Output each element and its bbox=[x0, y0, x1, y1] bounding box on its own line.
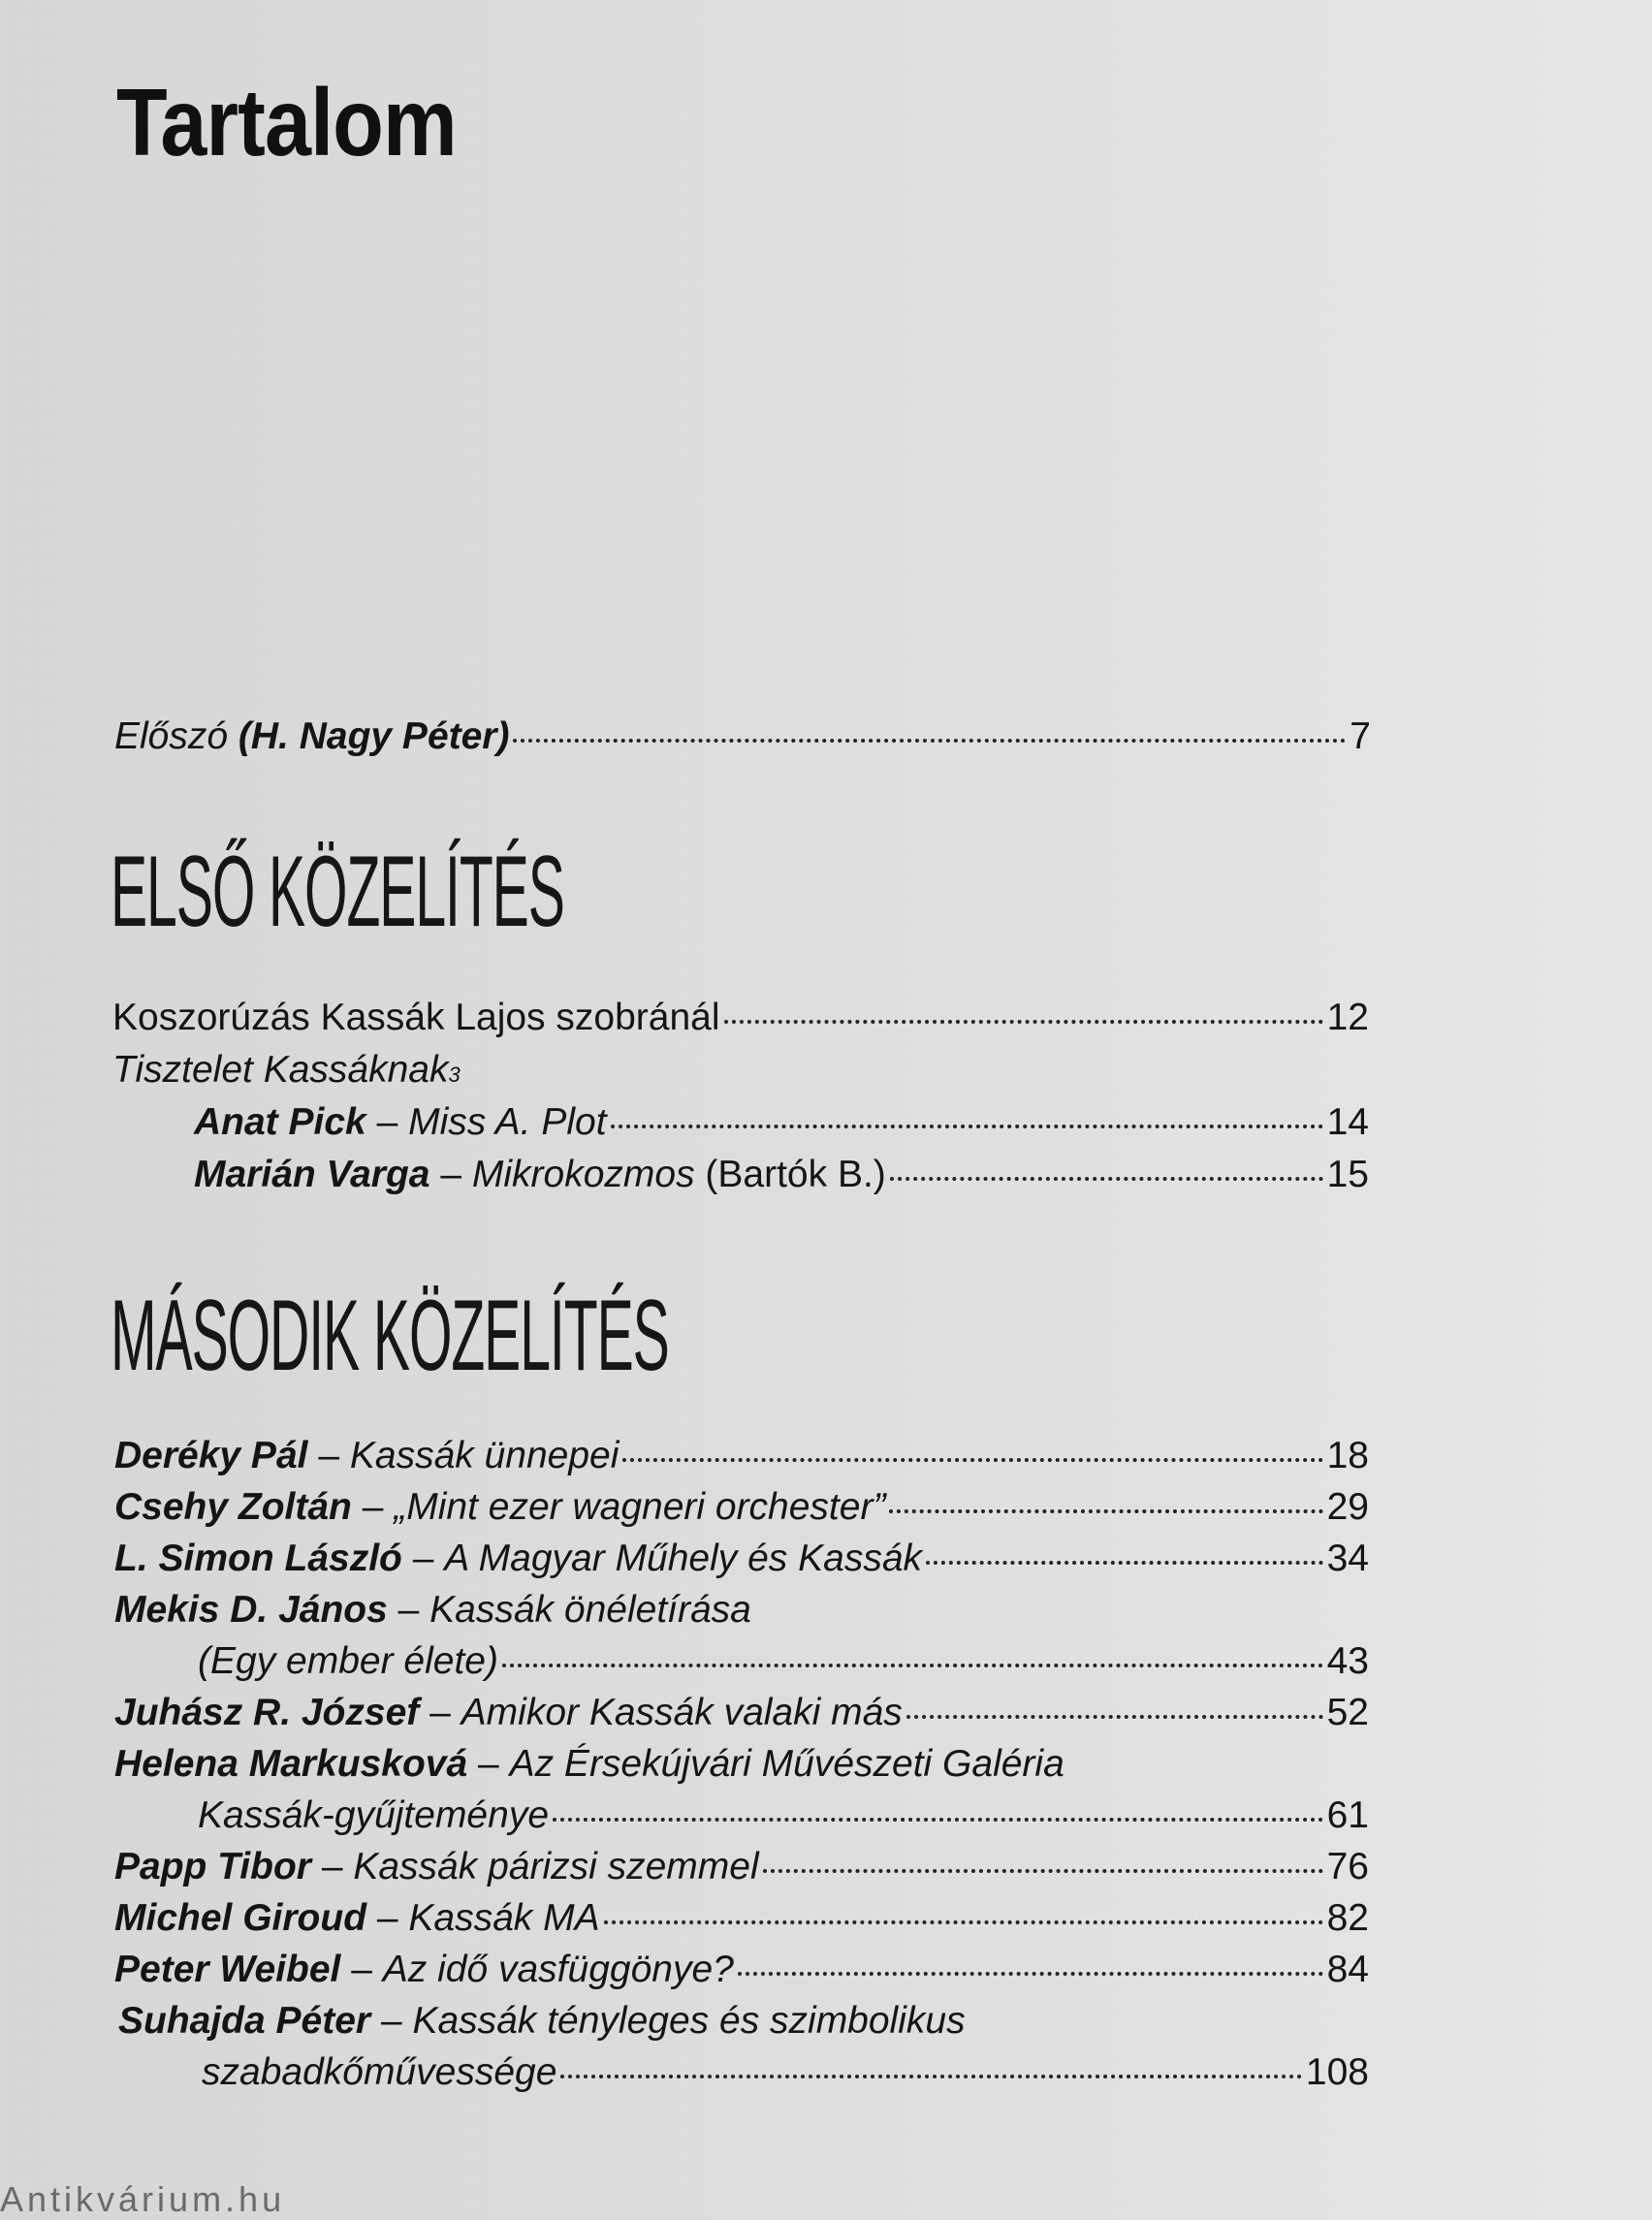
foreword-author: (H. Nagy Péter) bbox=[238, 715, 510, 757]
entry-title: Miss A. Plot bbox=[408, 1101, 607, 1143]
entry-title: Kassák önéletírása bbox=[429, 1589, 751, 1631]
entry-title-continued: szabadkőművessége bbox=[202, 2051, 557, 2093]
entry-note: (Bartók B.) bbox=[705, 1154, 886, 1195]
toc-entry: Deréky Pál – Kassák ünnepei 18 bbox=[114, 1431, 1369, 1481]
toc-entry: Michel Giroud – Kassák MA 82 bbox=[114, 1893, 1369, 1944]
entry-title: Az Érsekújvári Művészeti Galéria bbox=[509, 1743, 1064, 1785]
entry-title-continued: Kassák-gyűjteménye bbox=[198, 1794, 550, 1836]
dot-leader bbox=[890, 1177, 1323, 1181]
watermark-text: Antikvárium.hu bbox=[0, 2179, 286, 2219]
page-number: 61 bbox=[1326, 1794, 1369, 1836]
dot-leader bbox=[763, 1869, 1323, 1873]
entry-author: Suhajda Péter bbox=[118, 2000, 371, 2042]
toc-entry-foreword bbox=[114, 712, 1371, 762]
dot-leader bbox=[513, 739, 1346, 743]
foreword-label: Előszó bbox=[114, 715, 229, 757]
toc-entry: Juhász R. József – Amikor Kassák valaki más 52 bbox=[114, 1688, 1369, 1738]
toc-entry: Peter Weibel – Az idő vasfüggönye? 84 bbox=[114, 1945, 1369, 1995]
entry-title: Amikor Kassák valaki más bbox=[461, 1692, 903, 1733]
page-number: 84 bbox=[1326, 1949, 1369, 1990]
page-number: 76 bbox=[1326, 1846, 1369, 1887]
dot-leader bbox=[738, 1972, 1323, 1976]
page-number: 7 bbox=[1350, 715, 1371, 757]
page-number: 52 bbox=[1326, 1692, 1369, 1733]
dot-leader bbox=[604, 1920, 1323, 1924]
page-number: 18 bbox=[1326, 1435, 1369, 1476]
toc-entry-line2 bbox=[202, 2047, 1369, 2098]
entry-author: L. Simon László bbox=[114, 1538, 402, 1579]
dot-leader bbox=[724, 1020, 1323, 1024]
toc-entry: Csehy Zoltán – „Mint ezer wagneri orchester” 29 bbox=[114, 1482, 1369, 1533]
toc-entry-line1: Suhajda Péter – Kassák tényleges és szimbolikus bbox=[118, 2000, 966, 2042]
toc-entry-line2 bbox=[198, 1636, 1369, 1687]
page-number: 43 bbox=[1326, 1640, 1369, 1682]
page-number: 29 bbox=[1326, 1486, 1369, 1528]
toc-entry: Anat Pick – Miss A. Plot 14 bbox=[194, 1097, 1369, 1148]
entry-title: Kassák tényleges és szimbolikus bbox=[412, 2000, 966, 2042]
subheading-title: Tisztelet Kassáknak bbox=[112, 1049, 449, 1091]
toc-entry-line1: Mekis D. János – Kassák önéletírása bbox=[114, 1589, 751, 1631]
entry-title: Mikrokozmos bbox=[471, 1154, 695, 1195]
entry-author: Juhász R. József bbox=[114, 1692, 420, 1733]
section-heading-first: ELSŐ KÖZELÍTÉS bbox=[111, 836, 564, 948]
toc-entry-line2 bbox=[198, 1791, 1369, 1841]
entry-title: A Magyar Műhely és Kassák bbox=[444, 1538, 923, 1579]
dot-leader bbox=[889, 1509, 1322, 1513]
entry-author: Anat Pick bbox=[194, 1101, 366, 1143]
page-number: 82 bbox=[1326, 1897, 1369, 1939]
page-title: Tartalom bbox=[116, 69, 457, 175]
entry-author: Csehy Zoltán bbox=[114, 1486, 352, 1528]
entry-author: Papp Tibor bbox=[114, 1846, 311, 1887]
toc-subheading bbox=[112, 1045, 461, 1100]
entry-title: „Mint ezer wagneri orchester” bbox=[394, 1486, 886, 1528]
entry-author: Michel Giroud bbox=[114, 1897, 367, 1939]
entry-title: Az idő vasfüggönye? bbox=[382, 1949, 734, 1990]
dot-leader bbox=[611, 1125, 1323, 1128]
entry-author: Peter Weibel bbox=[114, 1949, 341, 1990]
page-number: 34 bbox=[1326, 1538, 1369, 1579]
entry-title: Kassák MA bbox=[408, 1897, 600, 1939]
dot-leader bbox=[926, 1561, 1323, 1565]
toc-entry bbox=[112, 993, 1369, 1043]
entry-author: Helena Markusková bbox=[114, 1743, 468, 1785]
entry-author: Deréky Pál bbox=[114, 1435, 308, 1476]
toc-entry: Marián Varga – Mikrokozmos (Bartók B.) 15 bbox=[194, 1150, 1369, 1200]
dot-leader bbox=[553, 1818, 1323, 1822]
entry-title: Kassák ünnepei bbox=[349, 1435, 620, 1476]
entry-author: Mekis D. János bbox=[114, 1589, 388, 1631]
footnote-marker: 3 bbox=[448, 1062, 461, 1087]
toc-entry: L. Simon László – A Magyar Műhely és Kassák 34 bbox=[114, 1534, 1369, 1584]
entry-author: Marián Varga bbox=[194, 1154, 430, 1195]
entry-title-continued: (Egy ember élete) bbox=[198, 1640, 498, 1682]
dot-leader bbox=[622, 1458, 1322, 1462]
page-number: 108 bbox=[1305, 2051, 1369, 2093]
dot-leader bbox=[560, 2075, 1302, 2078]
toc-entry: Papp Tibor – Kassák párizsi szemmel 76 bbox=[114, 1842, 1369, 1892]
page-number: 12 bbox=[1326, 997, 1369, 1038]
toc-entry-line1: Helena Markusková – Az Érsekújvári Művészeti Galéria bbox=[114, 1743, 1064, 1785]
entry-title: Koszorúzás Kassák Lajos szobránál bbox=[112, 997, 720, 1038]
page-number: 14 bbox=[1326, 1101, 1369, 1143]
section-heading-second: MÁSODIK KÖZELÍTÉS bbox=[111, 1280, 669, 1392]
dot-leader bbox=[906, 1715, 1323, 1719]
dot-leader bbox=[502, 1664, 1323, 1667]
page-number: 15 bbox=[1326, 1154, 1369, 1195]
entry-title: Kassák párizsi szemmel bbox=[353, 1846, 759, 1887]
